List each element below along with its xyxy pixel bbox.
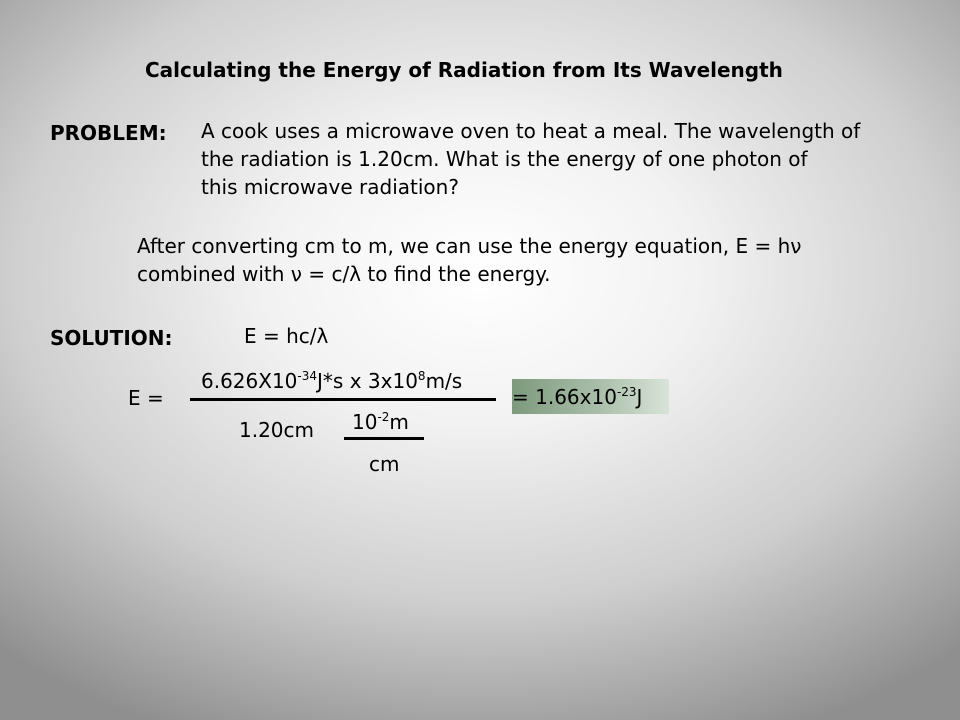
denominator: 1.20cm (239, 418, 315, 442)
nu-symbol: ν (790, 234, 802, 258)
problem-line: this microwave radiation? (201, 175, 459, 199)
times-symbol: x (349, 369, 362, 393)
conversion-unit: m (389, 410, 409, 434)
problem-label: PROBLEM: (50, 121, 167, 145)
numerator-b-exponent: 8 (417, 369, 426, 383)
lambda-symbol: λ (349, 262, 362, 286)
conversion-base: 10 (352, 410, 378, 434)
explanation-line-1 (137, 232, 801, 260)
problem-text (201, 117, 860, 201)
explanation-line-2-mid: = c/ (301, 262, 350, 286)
solution-label: SOLUTION: (50, 326, 173, 350)
equation-lhs: E = (128, 386, 164, 410)
explanation-line-2 (137, 260, 801, 288)
numerator (201, 371, 462, 391)
numerator-a-unit: J*s (317, 369, 344, 393)
formula-text: E = hc/ (244, 324, 317, 348)
explanation-text (137, 232, 801, 288)
answer-text (512, 387, 642, 407)
numerator-a-exponent: -34 (297, 369, 318, 383)
main-fraction-bar (190, 398, 496, 401)
nu-symbol: ν (290, 262, 302, 286)
solution-formula (244, 326, 328, 346)
explanation-line-2-pre: combined with (137, 262, 291, 286)
explanation-line-2-post: to find the energy. (361, 262, 551, 286)
conversion-denominator: cm (369, 452, 400, 476)
page-title: Calculating the Energy of Radiation from Its Wavelength (145, 58, 783, 82)
result-exponent: -23 (616, 385, 637, 399)
conversion-exponent: -2 (377, 410, 390, 424)
result-base: = 1.66x10 (512, 385, 617, 409)
numerator-b-base: 3x10 (367, 369, 418, 393)
lambda-symbol: λ (316, 324, 329, 348)
numerator-a-base: 6.626X10 (201, 369, 298, 393)
conversion-numerator (352, 412, 409, 432)
numerator-b-unit: m/s (425, 369, 463, 393)
result-unit: J (636, 385, 643, 409)
problem-line: A cook uses a microwave oven to heat a meal. The wavelength of (201, 119, 861, 143)
explanation-line-1-text: After converting cm to m, we can use the energy equation, E = h (137, 234, 791, 258)
conversion-fraction-bar (344, 437, 424, 440)
problem-line: the radiation is 1.20cm. What is the energy of one photon of (201, 147, 808, 171)
